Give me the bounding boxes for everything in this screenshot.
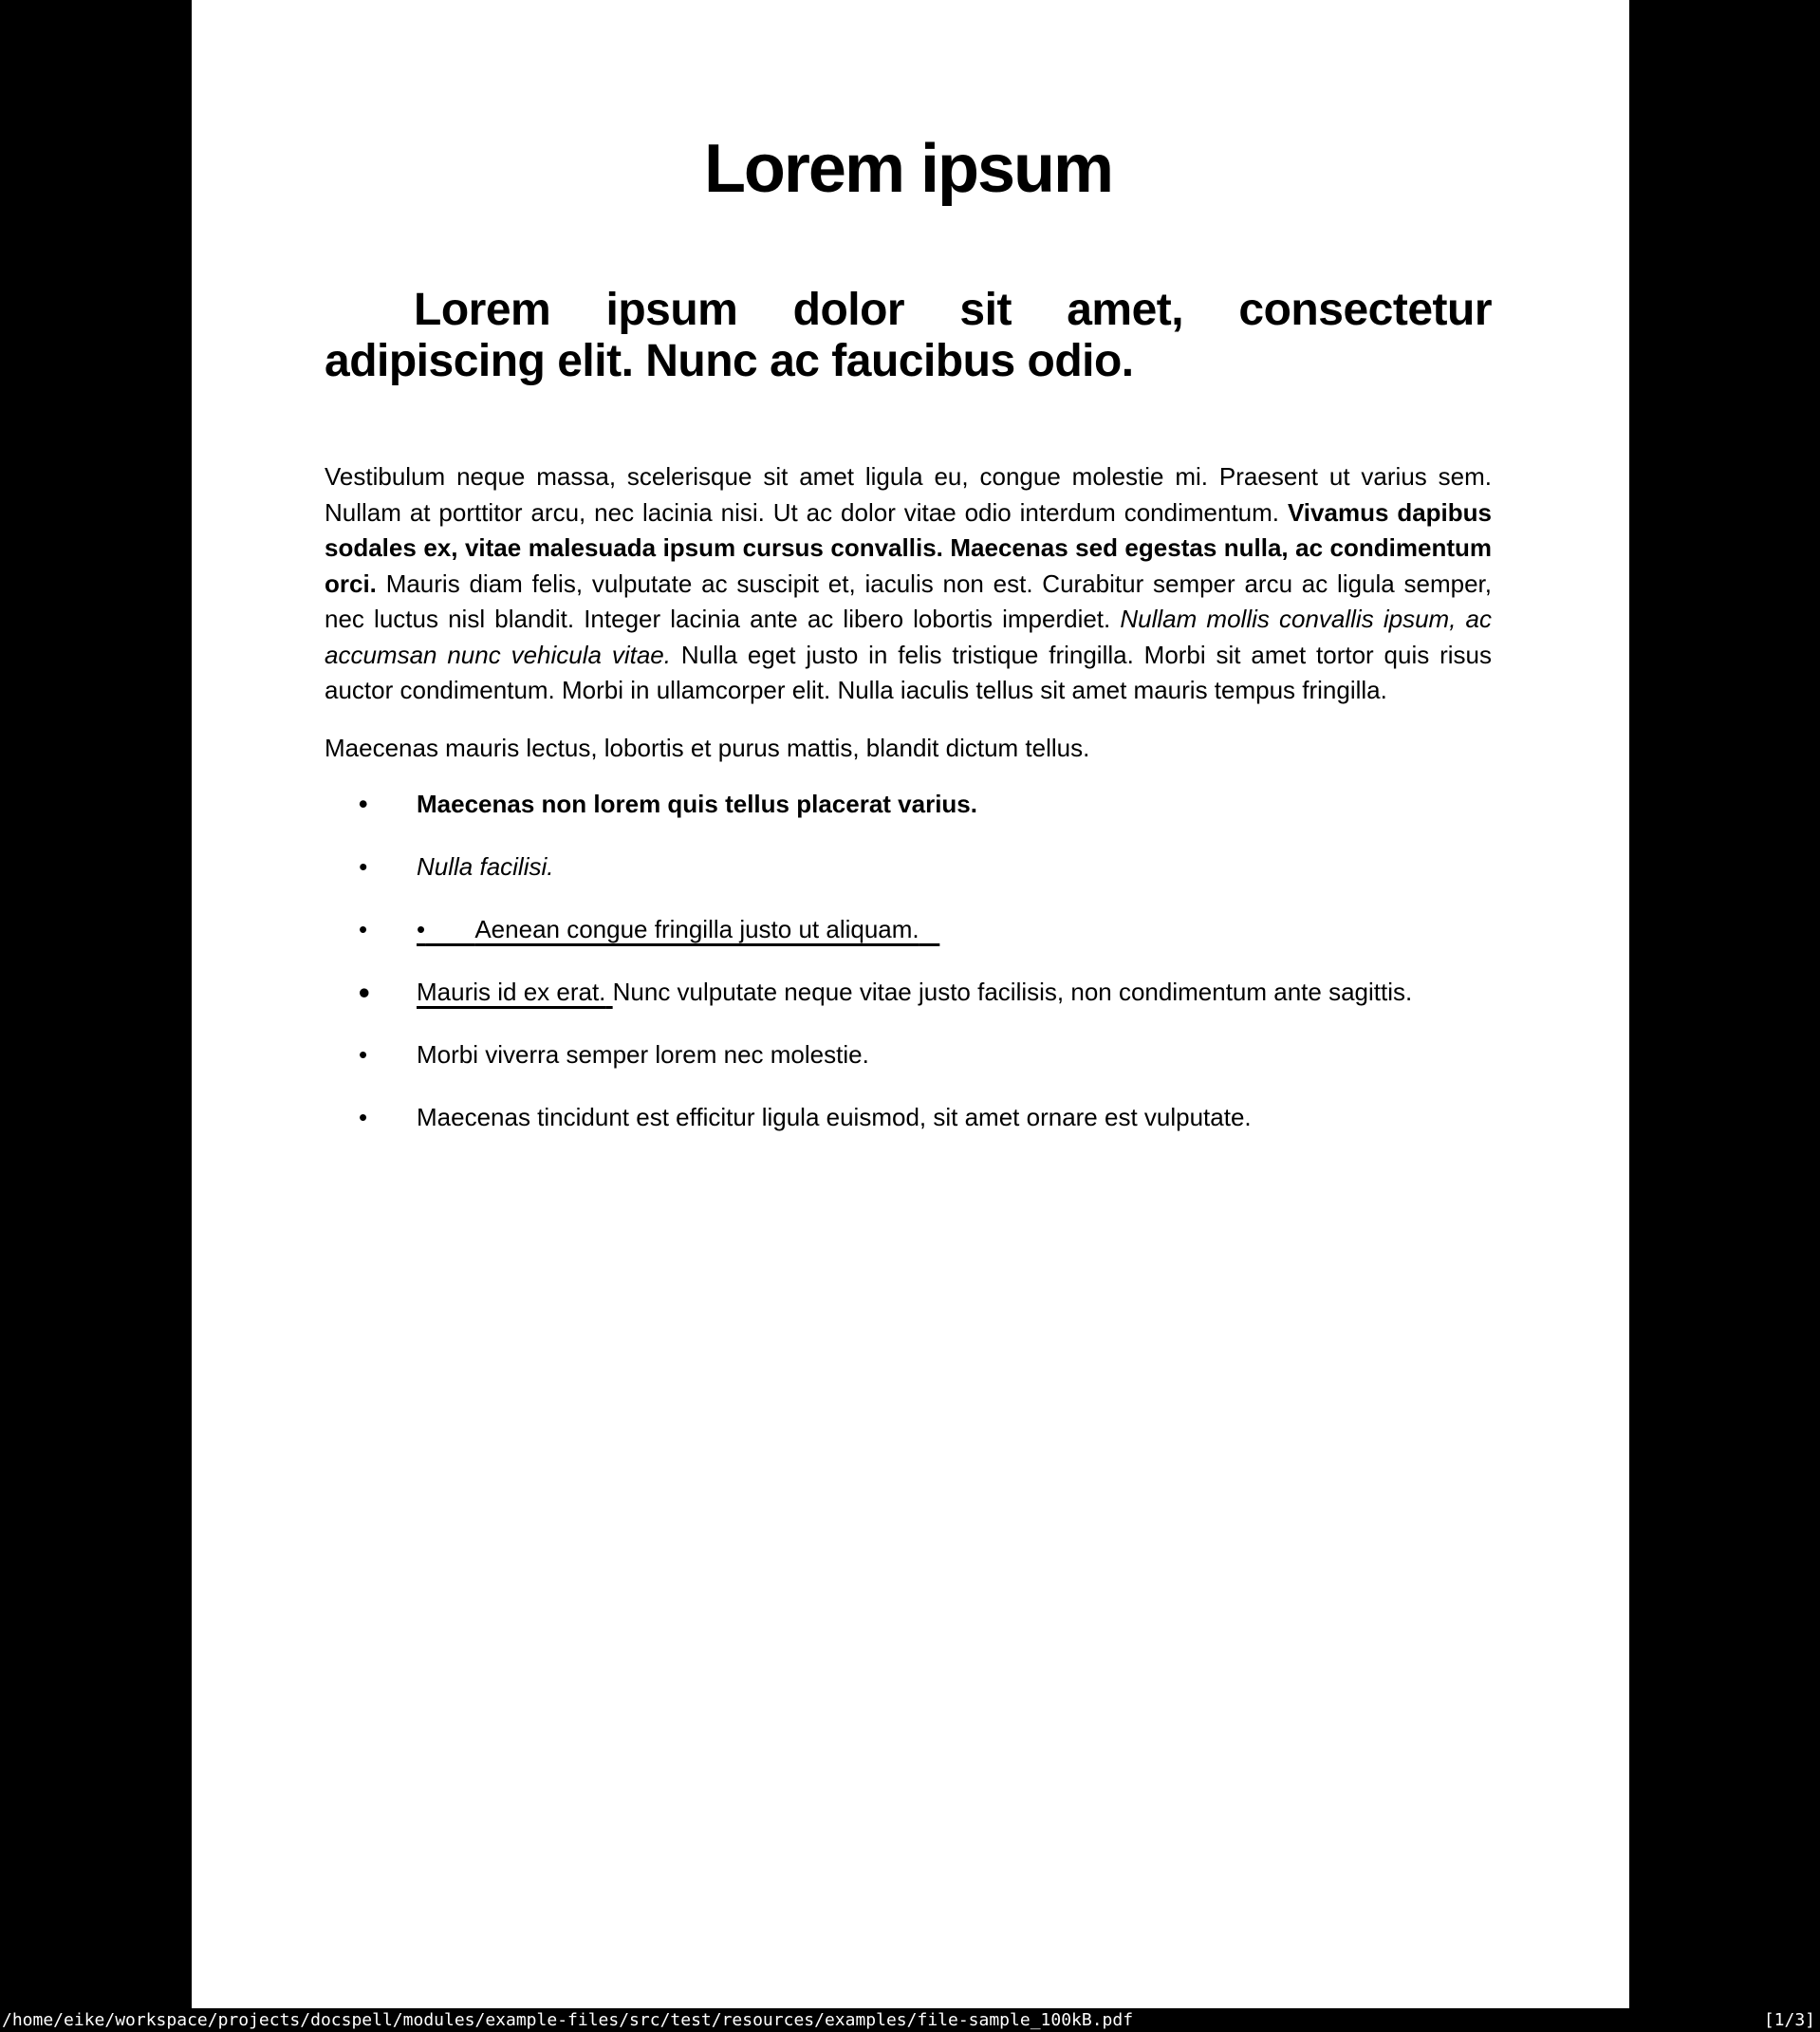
document-content [325,0,1492,1136]
list-item-normal-2 [325,1100,1492,1136]
list-item-mixed-normal-text: Nunc vulputate neque vitae justo facilisis, non condimentum ante sagittis. [612,978,1413,1006]
list-item-bold-text: Maecenas non lorem quis tellus placerat varius. [417,790,977,818]
status-file-path: /home/eike/workspace/projects/docspell/modules/example-files/src/test/resources/examples/file-sample_100kB.pdf [2,2010,1134,2030]
status-bar [0,2008,1820,2032]
bullet-icon: • [417,915,426,943]
list-item-underlined [325,912,1492,948]
paragraph-1 [325,459,1492,709]
list-item-normal-2-text: Maecenas tincidunt est efficitur ligula euismod, sit amet ornare est vulputate. [417,1103,1252,1131]
paragraph-2: Maecenas mauris lectus, lobortis et purus mattis, blandit dictum tellus. [325,733,1090,762]
paragraph-1-bold: Vivamus dapibus sodales ex, vitae malesuada ipsum cursus convallis. Maecenas sed egestas nulla, ac condimentum orci. [325,497,1492,598]
bullet-list [325,787,1492,1136]
list-item-mixed-underline-text: Mauris id ex erat. [417,978,606,1006]
list-item-italic-text: Nulla facilisi. [417,852,554,881]
list-item-underlined-text: Aenean congue fringilla justo ut aliquam. [474,915,919,943]
document-title: Lorem ipsum [703,131,1113,207]
document-heading: Lorem ipsum dolor sit amet, consectetur adipiscing elit. Nunc ac faucibus odio. [325,285,1492,386]
list-item-normal-1 [325,1037,1492,1073]
list-item-normal-1-text: Morbi viverra semper lorem nec molestie. [417,1040,869,1069]
paragraph-1-italic: Nullam mollis convallis ipsum, ac accumsan nunc vehicula vitae. [325,605,1493,669]
list-item-bold [325,787,1492,823]
paragraph-1-normal-3: Nulla eget justo in felis tristique fringilla. Morbi sit amet tortor quis risus auctor condimentum. Morbi in ullamcorper elit. Nulla iaculis tellus sit amet mauris tempus fringilla. [325,640,1492,704]
list-item-italic [325,849,1492,886]
paragraph-1-normal-1: Vestibulum neque massa, scelerisque sit amet ligula eu, congue molestie mi. Praesent ut varius sem. Nullam at porttitor arcu, nec lacinia nisi. Ut ac dolor vitae odio interdum condimentum. [325,462,1492,527]
status-page-indicator: [1/3] [1763,2010,1815,2030]
bullet-gap [425,915,474,943]
list-item-mixed [325,975,1492,1011]
document-page[interactable] [192,0,1629,2008]
paragraph-1-normal-2: Mauris diam felis, vulputate ac suscipit et, iaculis non est. Curabitur semper arcu ac ligula semper, nec luctus nisl blandit. Integer lacinia ante ac libero lobortis imperdiet. [325,569,1492,633]
